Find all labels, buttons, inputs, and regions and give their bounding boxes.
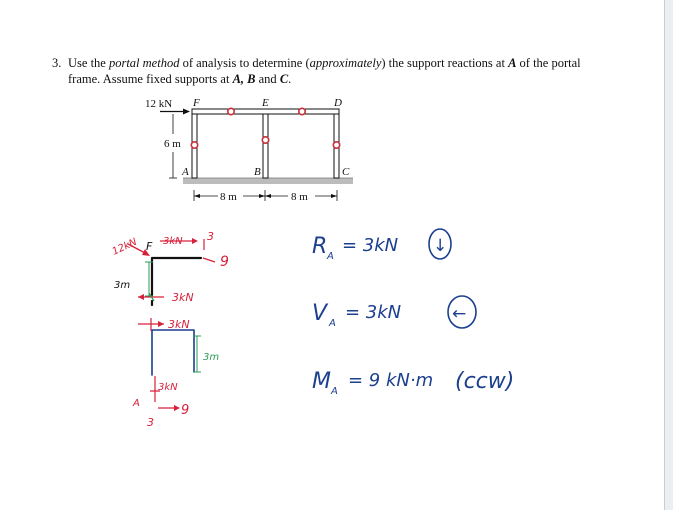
hinge-marker [191,142,197,148]
column-be [263,113,268,178]
answer-r-dir: ↓ [433,236,448,256]
answers [312,229,514,397]
sketch-top-right: 3 [207,230,214,243]
node-label-a: A [182,166,189,178]
load-label: 12 kN [145,98,173,110]
sketch-base-axial: 3 [147,416,154,429]
sketch-lower-height: 3m [203,352,220,363]
sketch-top-load: 12kN [110,236,139,258]
hinge-marker [333,142,339,148]
answer-v-sub: A [329,318,336,329]
node-label-c: C [342,166,350,178]
answer-reaction [312,229,451,262]
problem-text: Use the portal method of analysis to determine (approximately) the support reactions at A of the portal frame. Assume fixed supports at A, B and C. [68,56,581,86]
node-label-e: E [262,97,269,109]
answer-v-dir: ← [452,304,467,324]
node-label-f: F [193,97,200,109]
node-label-b: B [254,166,261,178]
answer-v-label: V [312,301,328,326]
answer-moment [312,369,514,397]
ground-hatch [183,178,353,184]
node-label-d: D [334,97,342,109]
sketch-mid-shear-2: 3kN [168,318,190,331]
sketch-top-moment: 9 [220,254,229,270]
sketch-base-moment: 9 [181,403,190,418]
answer-m-label: M [312,369,331,394]
answer-m-value: = 9 kN·m [348,370,434,391]
sketch-mid-shear-1: 3kN [172,291,194,304]
free-body-sketch [111,230,229,429]
answer-m-dir: (ccw) [455,369,515,394]
sketch-top-shear: 3kN [163,236,183,247]
sketch-base-shear: 3kN [158,382,178,393]
load-arrowhead [183,109,190,115]
span-dimension [194,190,337,203]
sketch-top-height: 3m [114,280,131,291]
answer-r-sub: A [327,251,334,262]
answer-m-sub: A [331,386,338,397]
answer-r-value: = 3kN [342,235,399,256]
portal-frame-figure [145,97,353,203]
height-label: 6 m [164,138,181,150]
answer-r-label: R [312,234,328,259]
sketch-base-node: A [133,398,140,409]
span-label-1: 8 m [220,191,237,203]
member-segment [152,330,194,375]
span-label-2: 8 m [291,191,308,203]
answer-v-value: = 3kN [345,302,402,323]
answer-shear [312,296,476,329]
hinge-marker [228,108,234,114]
problem-number: 3. [52,56,62,70]
hinge-marker [262,137,268,143]
sketch-top-node: F [146,240,153,253]
hinge-marker [299,108,305,114]
